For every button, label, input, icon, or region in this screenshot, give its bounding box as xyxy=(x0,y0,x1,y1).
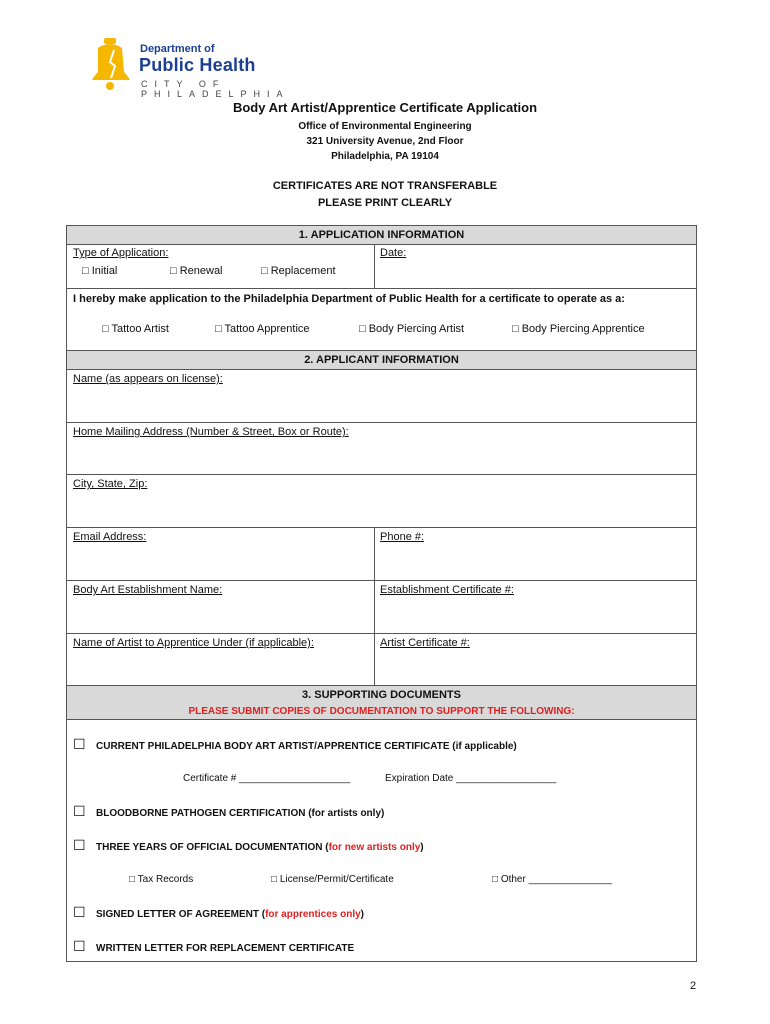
office-address-line1: 321 University Avenue, 2nd Floor xyxy=(306,136,464,147)
application-statement: I hereby make application to the Philadelphia Department of Public Health for a certificate to operate as a: xyxy=(73,293,625,305)
section1-title: 1. APPLICATION INFORMATION xyxy=(298,229,465,241)
artist-certificate-label: Artist Certificate #: xyxy=(380,637,470,649)
section2-title: 2. APPLICANT INFORMATION xyxy=(304,354,459,366)
item-letter-of-agreement: SIGNED LETTER OF AGREEMENT (for apprentices only) xyxy=(96,909,364,920)
option-tattoo-apprentice[interactable]: □ Tattoo Apprentice xyxy=(215,323,310,335)
option-body-piercing-artist[interactable]: □ Body Piercing Artist xyxy=(359,323,465,335)
checkbox-letter-of-agreement[interactable]: ☐ xyxy=(73,904,86,920)
option-license-permit[interactable]: □ License/Permit/Certificate xyxy=(271,874,394,885)
logo-line-city: CITY OF PHILADELPHIA xyxy=(141,79,290,99)
office-address-line2: Philadelphia, PA 19104 xyxy=(331,151,439,162)
section3-subtitle: PLEASE SUBMIT COPIES OF DOCUMENTATION TO SUPPORT THE FOLLOWING: xyxy=(188,706,575,717)
form-title: Body Art Artist/Apprentice Certificate Application xyxy=(232,100,538,115)
phone-label: Phone #: xyxy=(380,531,425,543)
logo-line-department: Department of xyxy=(140,43,215,55)
name-label: Name (as appears on license): xyxy=(73,373,223,385)
option-renewal[interactable]: □ Renewal xyxy=(170,265,223,277)
item-replacement-letter: WRITTEN LETTER FOR REPLACEMENT CERTIFICATE xyxy=(96,943,355,954)
home-address-label: Home Mailing Address (Number & Street, Box or Route): xyxy=(73,426,349,438)
certificate-number-field[interactable]: Certificate # ____________________ xyxy=(183,773,351,784)
option-replacement[interactable]: □ Replacement xyxy=(261,265,336,277)
section3-title: 3. SUPPORTING DOCUMENTS xyxy=(302,689,461,701)
email-label: Email Address: xyxy=(73,531,147,543)
page-number: 2 xyxy=(690,980,697,992)
type-of-application-label: Type of Application: xyxy=(73,247,169,259)
option-tax-records[interactable]: □ Tax Records xyxy=(129,874,194,885)
item-current-certificate: CURRENT PHILADELPHIA BODY ART ARTIST/APPRENTICE CERTIFICATE (if applicable) xyxy=(96,741,517,752)
option-tattoo-artist[interactable]: □ Tattoo Artist xyxy=(102,323,169,335)
expiration-date-field[interactable]: Expiration Date __________________ xyxy=(385,773,557,784)
establishment-name-label: Body Art Establishment Name: xyxy=(73,584,223,596)
establishment-certificate-label: Establishment Certificate #: xyxy=(380,584,514,596)
checkbox-replacement-letter[interactable]: ☐ xyxy=(73,938,86,954)
option-initial[interactable]: □ Initial xyxy=(82,265,118,277)
date-label: Date: xyxy=(380,247,407,259)
artist-to-apprentice-under-label: Name of Artist to Apprentice Under (if applicable): xyxy=(73,637,314,649)
dph-logo xyxy=(88,36,378,99)
checkbox-bloodborne[interactable]: ☐ xyxy=(73,803,86,819)
item-bloodborne-certification: BLOODBORNE PATHOGEN CERTIFICATION (for artists only) xyxy=(96,808,385,819)
item-three-years-documentation: THREE YEARS OF OFFICIAL DOCUMENTATION (for new artists only) xyxy=(96,842,424,853)
liberty-bell-icon xyxy=(88,36,136,92)
logo-line-public-health: Public Health xyxy=(139,55,256,75)
option-body-piercing-apprentice[interactable]: □ Body Piercing Apprentice xyxy=(512,323,645,335)
checkbox-current-certificate[interactable]: ☐ xyxy=(73,736,86,752)
application-form xyxy=(66,225,697,962)
city-state-zip-label: City, State, Zip: xyxy=(73,478,148,490)
option-other[interactable]: □ Other _______________ xyxy=(492,874,613,885)
notice-print-clearly: PLEASE PRINT CLEARLY xyxy=(317,197,453,209)
notice-not-transferable: CERTIFICATES ARE NOT TRANSFERABLE xyxy=(272,180,498,192)
checkbox-three-years-docs[interactable]: ☐ xyxy=(73,837,86,853)
office-name: Office of Environmental Engineering xyxy=(298,121,472,132)
